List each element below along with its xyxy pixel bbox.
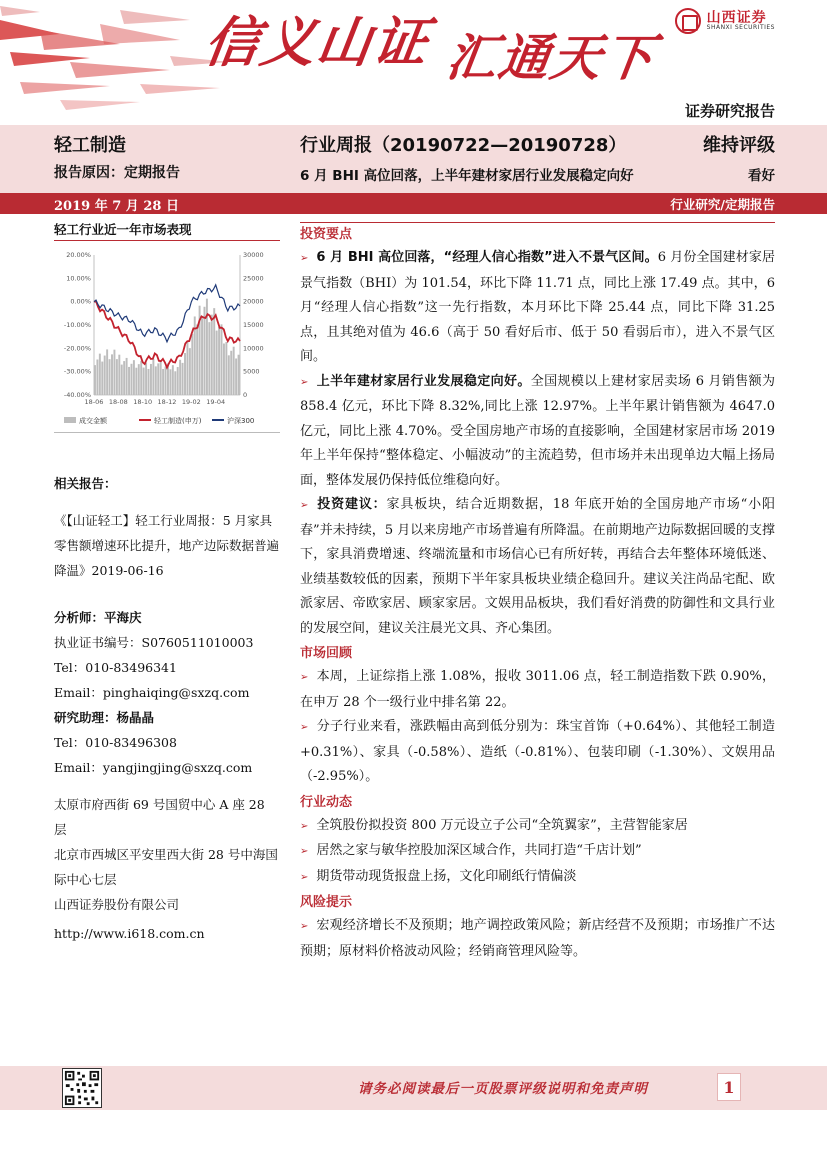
industry-name: 轻工制造 — [54, 135, 126, 156]
volume-bar — [131, 364, 133, 395]
assistant-tel: Tel：010-83496308 — [54, 735, 177, 750]
news-item — [300, 865, 775, 891]
analyst-name: 分析师：平海庆 — [54, 610, 142, 625]
volume-bar — [140, 361, 142, 395]
chart-title: 轻工行业近一年市场表现 — [54, 220, 280, 241]
date-bar — [0, 193, 827, 214]
right-axis-tick-label: 20000 — [243, 297, 264, 306]
analyst-cert: 执业证书编号：S0760511010003 — [54, 635, 254, 650]
investment-advice-title: 投资建议： — [316, 497, 387, 512]
market-review-text: 本周，上证综指上涨 1.08%，报收 3011.06 点，轻工制造指数下跌 0.90%，在申万 28 个一级行业中排名第 22。 — [300, 669, 775, 710]
slogan-part-a: 信义山证 — [200, 11, 434, 74]
volume-bar — [196, 324, 198, 395]
address-beijing: 北京市西城区平安里西大街 28 号中海国际中心七层 — [54, 847, 278, 887]
highlight-building-title: 上半年建材家居行业发展稳定向好。 — [316, 373, 531, 389]
arrow-bullet-icon: ➢ — [300, 672, 309, 683]
logo-name-en: SHANXI SECURITIES — [706, 24, 775, 32]
volume-bar — [165, 367, 167, 395]
volume-bar — [179, 360, 181, 395]
section-risk-warning: 风险提示 — [300, 895, 353, 910]
arrow-bullet-icon: ➢ — [300, 253, 309, 264]
volume-bar — [152, 359, 154, 395]
highlight-bhi-body: 6 月份全国建材家居景气指数（BHI）为 101.54，环比下降 11.71 点，同比上涨 17.49 点。其中，6 月“经理人信心指数”这一先行指数，本月环比下降 25.44 点，同比下降 31.25 点，且其绝对值为 46.6（高于 50 看好后市、低于 50 看弱后市），进入不景气区间。 — [300, 250, 775, 364]
investment-advice-body: 家具板块，结合近期数据，18 年底开始的全国房地产市场“小阳春”并未持续，5 月以来房地产市场普遍有所降温。在前期地产边际数据回暖的支撑下，家具消费增速、终端流量和市场信心已有所好转，再结合去年整体环境低迷、业绩基数较低的因素，预期下半年家具板块业绩企稳回升。建议关注尚品宅配、欧派家居、帝欧家居、顾家家居。文娱用品板块，我们看好消费的防御性和文具行业的发展空间，建议关注晨光文具、齐心集团。 — [300, 497, 775, 636]
market-chart-svg — [54, 245, 280, 433]
slogan-part-b: 汇通天下 — [442, 29, 660, 87]
report-category: 行业研究/定期报告 — [670, 197, 775, 212]
volume-bar — [169, 369, 171, 395]
volume-bar — [228, 355, 230, 395]
legend-swatch — [64, 417, 76, 423]
volume-bar — [160, 361, 162, 395]
report-reason: 报告原因：定期报告 — [54, 165, 180, 181]
logo-icon — [675, 8, 701, 34]
risk-item — [300, 914, 775, 964]
right-axis-tick-label: 0 — [243, 391, 248, 399]
volume-bar — [233, 347, 235, 395]
volume-bar — [145, 363, 147, 395]
left-axis-tick-label: -10.00% — [63, 321, 91, 329]
news-item — [300, 814, 775, 840]
arrow-bullet-icon: ➢ — [300, 921, 309, 932]
website-link[interactable]: http://www.i618.com.cn — [54, 926, 205, 941]
x-axis-tick-label: 18-08 — [108, 398, 128, 406]
news-text: 居然之家与敏华控股加深区域合作，共同打造“千店计划” — [316, 843, 642, 858]
highlight-bhi-title: 6 月 BHI 高位回落，“经理人信心指数”进入不景气区间。 — [316, 250, 658, 265]
highlight-investment-advice — [300, 493, 775, 641]
arrow-bullet-icon: ➢ — [300, 500, 309, 511]
x-axis-tick-label: 18-06 — [84, 398, 104, 406]
right-axis-tick-label: 25000 — [243, 274, 264, 283]
volume-bar — [225, 342, 227, 395]
section-investment-highlights: 投资要点 — [300, 222, 775, 246]
volume-bar — [118, 355, 120, 395]
x-axis-tick-label: 18-10 — [133, 398, 153, 406]
assistant-name: 研究助理：杨晶晶 — [54, 710, 155, 725]
left-axis-tick-label: -30.00% — [63, 367, 91, 376]
address-taiyuan: 太原市府西街 69 号国贸中心 A 座 28 层 — [54, 797, 265, 837]
volume-bar — [177, 367, 179, 395]
disclaimer-note: 请务必阅读最后一页股票评级说明和免责声明 — [358, 1081, 648, 1097]
right-axis-tick-label: 30000 — [243, 251, 264, 259]
market-review-text: 分子行业来看，涨跌幅由高到低分别为：珠宝首饰（+0.64%）、其他轻工制造+0.31%）、家具（-0.58%）、造纸（-0.81%）、包装印刷（-1.30%）、文娱用品（-2.95%）。 — [300, 719, 775, 784]
volume-bar — [143, 368, 145, 395]
news-text: 期货带动现货报盘上扬，文化印刷纸行情偏淡 — [316, 868, 577, 884]
volume-bar — [157, 363, 159, 395]
arrow-bullet-icon: ➢ — [300, 871, 309, 883]
volume-bar — [162, 369, 164, 395]
volume-bar — [235, 358, 237, 395]
market-review-item — [300, 665, 775, 715]
market-chart — [54, 245, 280, 433]
company-logo — [675, 8, 775, 34]
volume-bar — [155, 366, 157, 395]
right-axis-tick-label: 10000 — [243, 344, 264, 353]
qr-code-icon[interactable] — [62, 1068, 102, 1108]
company-name: 山西证券股份有限公司 — [54, 897, 180, 912]
legend-label: 沪深300 — [227, 417, 255, 425]
left-axis-tick-label: -40.00% — [63, 391, 91, 399]
volume-bar — [128, 367, 130, 395]
related-reports-label: 相关报告： — [54, 476, 117, 491]
volume-bar — [126, 358, 128, 395]
volume-bar — [172, 365, 174, 395]
volume-bar — [191, 334, 193, 395]
arrow-bullet-icon: ➢ — [300, 846, 309, 857]
logo-name-cn: 山西证券 — [706, 9, 767, 26]
left-axis-tick-label: 0.00% — [70, 297, 91, 306]
volume-bar — [109, 359, 111, 395]
right-axis-tick-label: 15000 — [243, 321, 264, 329]
volume-bar — [238, 355, 240, 395]
left-column — [54, 220, 280, 946]
analyst-email[interactable]: Email：pinghaiqing@sxzq.com — [54, 685, 250, 700]
volume-bar — [230, 351, 232, 395]
report-date: 2019 年 7 月 28 日 — [54, 199, 179, 214]
volume-bar — [113, 350, 115, 395]
volume-bar — [94, 365, 96, 395]
volume-bar — [99, 354, 101, 395]
volume-bar — [174, 371, 176, 395]
highlight-bhi — [300, 246, 775, 370]
related-report-link[interactable]: 《【山证轻工】轻工行业周报：5 月家具零售额增速环比提升，地产边际数据普遍降温》2019-06-16 — [54, 513, 280, 578]
volume-bar — [186, 342, 188, 395]
rating: 维持评级 — [703, 135, 775, 156]
analyst-tel: Tel：010-83496341 — [54, 660, 177, 675]
volume-bar — [116, 359, 118, 395]
risk-text: 宏观经济增长不及预期；地产调控政策风险；新店经营不及预期；市场推广不达预期；原材料价格波动风险；经销商管理风险等。 — [300, 918, 775, 959]
page-number: 1 — [717, 1073, 741, 1101]
volume-bar — [216, 331, 218, 395]
volume-bar — [189, 348, 191, 395]
arrow-bullet-icon: ➢ — [300, 722, 309, 733]
slogan — [200, 11, 660, 87]
section-market-review: 市场回顾 — [300, 646, 353, 661]
view-rating: 看好 — [748, 168, 775, 184]
legend-label: 成交金额 — [79, 417, 107, 425]
volume-bar — [96, 360, 98, 395]
highlight-building-body: 全国规模以上建材家居卖场 6 月销售额为 858.4 亿元，环比下降 8.32%,同比上涨 12.97%。上半年累计销售额为 4647.0 亿元，同比上涨 4.70%。受全国房地产市场的直接影响，全国建材家居市场 2019 年上半年保持“整体稳定、小幅波动”的主流趋势，但市场并未出现单边大幅上扬局面，整体发展仍保持低位维稳向好。 — [300, 373, 775, 488]
banner — [0, 0, 827, 125]
volume-bar — [104, 356, 106, 395]
left-axis-tick-label: 20.00% — [66, 251, 91, 259]
left-axis-tick-label: -20.00% — [63, 344, 91, 353]
volume-bar — [204, 307, 206, 395]
market-review-item — [300, 715, 775, 790]
arrow-bullet-icon: ➢ — [300, 820, 309, 832]
right-axis-tick-label: 5000 — [243, 367, 260, 376]
report-type: 证券研究报告 — [684, 102, 775, 120]
volume-bar — [211, 315, 213, 395]
volume-bar — [135, 368, 137, 395]
volume-bar — [218, 327, 220, 395]
arrow-bullet-icon: ➢ — [300, 376, 309, 388]
highlight-building-materials — [300, 370, 775, 494]
volume-bar — [184, 353, 186, 395]
news-item — [300, 839, 775, 865]
volume-bar — [221, 324, 223, 395]
volume-bar — [133, 360, 135, 395]
volume-bar — [150, 364, 152, 395]
news-text: 全筑股份拟投资 800 万元设立子公司“全筑翼家”，主营智能家居 — [316, 817, 688, 833]
volume-bar — [206, 299, 208, 395]
weekly-title: 行业周报（20190722—20190728） — [300, 135, 627, 156]
section-industry-news: 行业动态 — [300, 794, 353, 810]
volume-bar — [182, 363, 184, 395]
left-axis-tick-label: 10.00% — [66, 274, 91, 283]
right-column — [300, 220, 775, 964]
volume-bar — [201, 318, 203, 395]
x-axis-tick-label: 18-12 — [157, 398, 177, 406]
volume-bar — [213, 308, 215, 395]
volume-bar — [208, 322, 210, 395]
assistant-email[interactable]: Email：yangjingjing@sxzq.com — [54, 760, 253, 775]
volume-bar — [138, 364, 140, 395]
volume-bar — [121, 365, 123, 395]
volume-bar — [111, 354, 113, 395]
headline: 6 月 BHI 高位回落，上半年建材家居行业发展稳定向好 — [300, 168, 634, 184]
x-axis-tick-label: 19-04 — [206, 398, 226, 406]
volume-bar — [101, 362, 103, 395]
volume-bar — [106, 349, 108, 395]
volume-bar — [123, 361, 125, 395]
header-band — [0, 125, 827, 193]
volume-bar — [223, 344, 225, 395]
x-axis-tick-label: 19-02 — [181, 398, 201, 406]
volume-bar — [148, 369, 150, 395]
legend-label: 轻工制造(申万) — [154, 417, 202, 425]
